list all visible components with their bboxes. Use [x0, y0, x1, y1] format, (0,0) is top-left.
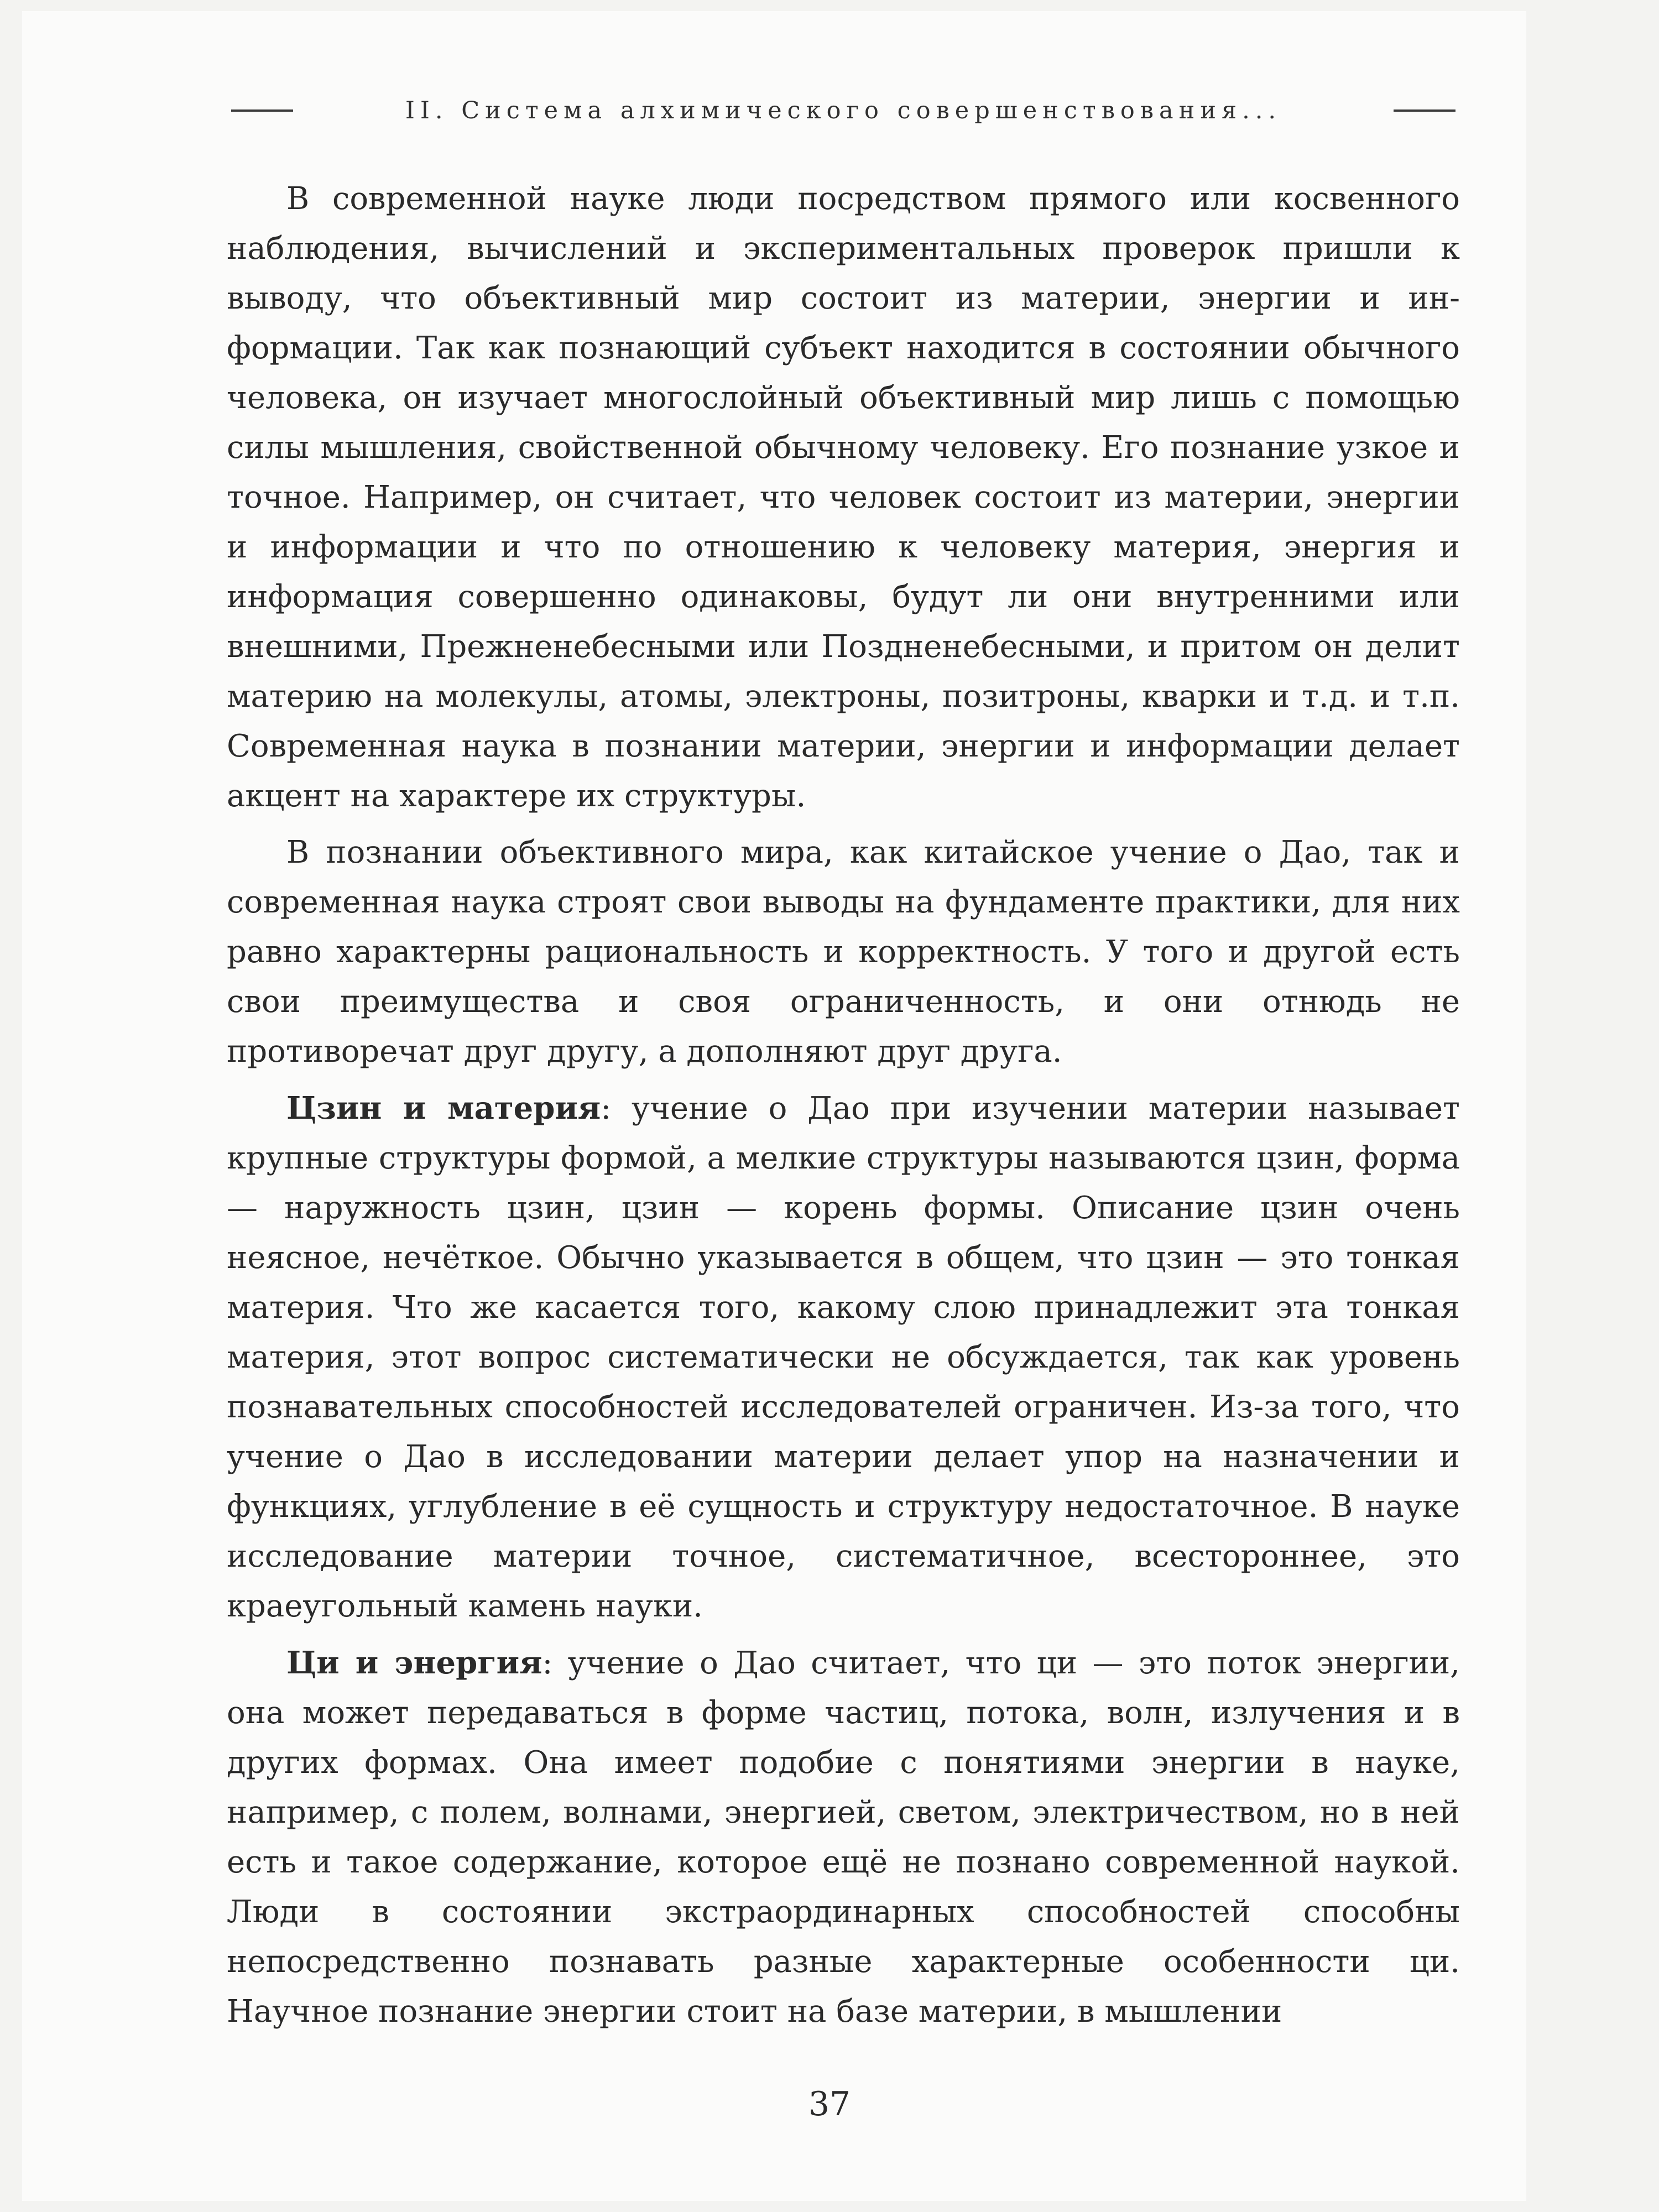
- paragraph: [227, 828, 1460, 1077]
- running-head-title: II. Система алхимического совершенствования...: [405, 97, 1282, 124]
- paragraph: [227, 1638, 1460, 2037]
- paragraph-text: : учение о Дао при изучении материи называет крупные структуры формой, а мелкие структуры называются цзин, форма — наружность цзин, цзин — корень формы. Описание цзин очень неясное, нечёткое. Обычно указывается в общем, что цзин — это тонкая материя. Что же касается того, какому слою принадлежит эта тонкая материя, этот вопрос систематически не обсуждается, так как уровень познавательных способностей исследователей ограничен. Из-за того, что учение о Дао в исследовании материи делает упор на назначении и функциях, углубление в её сущность и структуру недостаточное. В науке исследование материи точное, систематичное, всестороннее, это краеугольный камень науки.: [227, 1091, 1460, 1624]
- page-number: 37: [808, 2085, 851, 2124]
- paragraph-text: : учение о Дао считает, что ци — это поток энергии, она может передаваться в форме частиц, потока, волн, излучения и в других формах. Она имеет подобие с понятиями энергии в науке, например, с полем, волнами, энергией, светом, электричеством, но в ней есть и такое содержание, которое ещё не познано современной наукой. Люди в состоянии экстраординарных способностей способны непосредственно познавать разные характерные особенности ци. Научное познание энергии стоит на базе материи, в мышлении: [227, 1645, 1460, 2030]
- running-head: [231, 83, 1455, 138]
- paragraph-text: В познании объективного мира, как китайское учение о Дао, так и современная наука строят свои выводы на фундаменте практики, для них равно характерны рациональность и корректность. У того и другой есть свои преимущества и своя ограниченность, и они отнюдь не противоречат друг другу, а дополняют друг друга.: [227, 834, 1460, 1070]
- paragraph-lead-term: Ци и энергия: [286, 1645, 542, 1681]
- body-text: [227, 174, 1460, 2037]
- paragraph-text: В современной науке люди посредством прямого или косвенного наблюдения, вычислений и экспериментальных проверок пришли к выводу, что объективный мир состоит из материи, энергии и информации. Так как познающий субъект находится в состоянии обычного человека, он изучает многослойный объективный мир лишь с помощью силы мышления, свойственной обычному человеку. Его познание узкое и точное. Например, он считает, что человек состоит из материи, энергии и информации и что по отношению к человеку материя, энергия и информация совершенно одинаковы, будут ли они внутренними или внешними, Прежненебесными или Поздненебесными, и притом он делит материю на молекулы, атомы, электроны, позитроны, кварки и т.д. и т.п. Современная наука в познании материи, энергии и информации делает акцент на характере их структуры.: [227, 181, 1460, 814]
- paragraph: [227, 174, 1460, 821]
- paragraph-lead-term: Цзин и материя: [286, 1090, 601, 1126]
- running-head-left-rule: [231, 109, 293, 112]
- paragraph: [227, 1083, 1460, 1631]
- running-head-right-rule: [1394, 109, 1455, 112]
